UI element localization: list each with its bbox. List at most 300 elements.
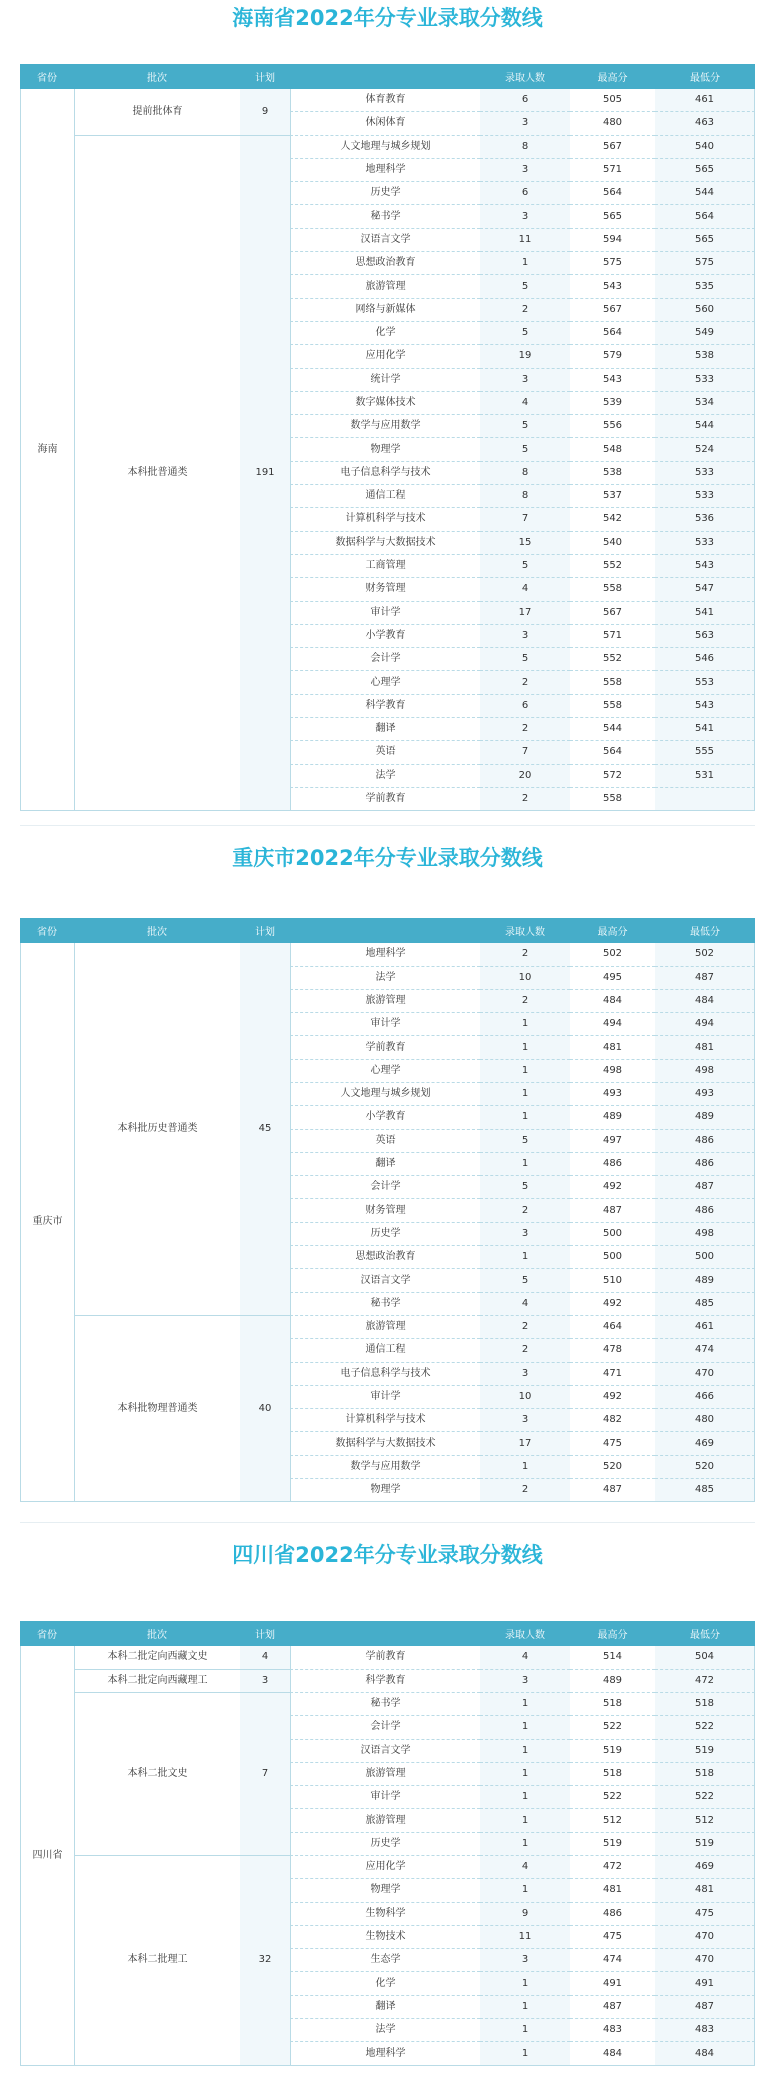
title-spacer [0,36,775,64]
min-score-cell: 533 [655,485,755,508]
max-score-cell: 502 [570,943,655,966]
major-cell: 旅游管理 [290,1763,480,1786]
max-score-cell: 518 [570,1693,655,1716]
major-cell: 历史学 [290,1223,480,1246]
min-score-cell: 486 [655,1153,755,1176]
header-cell: 录取人数 [480,918,570,943]
min-score-cell: 489 [655,1269,755,1292]
admitted-count-cell: 17 [480,602,570,625]
admitted-count-cell: 3 [480,159,570,182]
table-row [20,943,755,966]
min-score-cell: 502 [655,943,755,966]
min-score-cell: 493 [655,1083,755,1106]
admitted-count-cell: 5 [480,648,570,671]
max-score-cell: 548 [570,438,655,461]
plan-cell: 40 [240,1316,290,1502]
max-score-cell: 494 [570,1013,655,1036]
major-cell: 计算机科学与技术 [290,508,480,531]
max-score-cell: 542 [570,508,655,531]
admitted-count-cell: 2 [480,718,570,741]
table-row [20,1670,755,1693]
max-score-cell: 567 [570,136,655,159]
min-score-cell: 461 [655,89,755,112]
major-cell: 人文地理与城乡规划 [290,136,480,159]
admitted-count-cell: 8 [480,462,570,485]
header-cell: 批次 [74,918,240,943]
max-score-cell: 484 [570,990,655,1013]
min-score-cell: 491 [655,1972,755,1995]
admitted-count-cell: 3 [480,112,570,135]
major-cell: 物理学 [290,1479,480,1502]
min-score-cell: 555 [655,741,755,764]
min-score-cell: 547 [655,578,755,601]
min-score-cell: 565 [655,229,755,252]
major-cell: 英语 [290,741,480,764]
major-cell: 电子信息科学与技术 [290,462,480,485]
major-cell: 翻译 [290,1153,480,1176]
major-cell: 工商管理 [290,555,480,578]
min-score-cell: 470 [655,1363,755,1386]
major-cell: 英语 [290,1130,480,1153]
max-score-cell: 575 [570,252,655,275]
admitted-count-cell: 2 [480,990,570,1013]
major-cell: 旅游管理 [290,275,480,298]
admitted-count-cell: 8 [480,136,570,159]
plan-cell: 191 [240,136,290,812]
min-score-cell: 541 [655,718,755,741]
province-cell: 四川省 [20,1646,74,2065]
min-score-cell [655,788,755,811]
min-score-cell: 470 [655,1949,755,1972]
major-cell: 物理学 [290,438,480,461]
admitted-count-cell: 1 [480,1106,570,1129]
admitted-count-cell: 2 [480,1199,570,1222]
min-score-cell: 461 [655,1316,755,1339]
major-cell: 秘书学 [290,205,480,228]
min-score-cell: 564 [655,205,755,228]
max-score-cell: 571 [570,625,655,648]
major-cell: 心理学 [290,1060,480,1083]
min-score-cell: 518 [655,1763,755,1786]
max-score-cell: 497 [570,1130,655,1153]
min-score-cell: 520 [655,1456,755,1479]
max-score-cell: 552 [570,555,655,578]
table-row [20,1856,755,1879]
major-cell: 旅游管理 [290,990,480,1013]
max-score-cell: 492 [570,1293,655,1316]
admitted-count-cell: 15 [480,532,570,555]
major-cell: 旅游管理 [290,1809,480,1832]
header-cell: 省份 [20,1621,74,1646]
major-cell: 秘书学 [290,1693,480,1716]
plan-cell: 32 [240,1856,290,2066]
max-score-cell: 478 [570,1339,655,1362]
admitted-count-cell: 1 [480,1456,570,1479]
major-cell: 应用化学 [290,1856,480,1879]
admitted-count-cell: 10 [480,1386,570,1409]
header-cell: 批次 [74,1621,240,1646]
max-score-cell: 500 [570,1246,655,1269]
batch-cell: 本科批历史普通类 [74,943,240,1316]
major-cell: 数学与应用数学 [290,415,480,438]
min-score-cell: 519 [655,1833,755,1856]
admitted-count-cell: 4 [480,392,570,415]
major-cell: 汉语言文学 [290,229,480,252]
batch-cell: 本科批物理普通类 [74,1316,240,1502]
major-cell: 网络与新媒体 [290,299,480,322]
plan-cell: 9 [240,89,290,136]
major-cell: 会计学 [290,1176,480,1199]
admitted-count-cell: 3 [480,1670,570,1693]
header-cell: 录取人数 [480,1621,570,1646]
min-score-cell: 487 [655,1176,755,1199]
header-cell [290,918,480,943]
plan-cell: 7 [240,1693,290,1856]
admitted-count-cell: 1 [480,1740,570,1763]
admitted-count-cell: 1 [480,1879,570,1902]
min-score-cell: 519 [655,1740,755,1763]
min-score-cell: 504 [655,1646,755,1669]
major-cell: 小学教育 [290,1106,480,1129]
section-divider [20,1522,755,1523]
major-cell: 翻译 [290,1996,480,2019]
min-score-cell: 486 [655,1130,755,1153]
min-score-cell: 533 [655,369,755,392]
admitted-count-cell: 2 [480,943,570,966]
max-score-cell: 556 [570,415,655,438]
max-score-cell: 475 [570,1432,655,1455]
max-score-cell: 493 [570,1083,655,1106]
admitted-count-cell: 3 [480,1363,570,1386]
max-score-cell: 519 [570,1740,655,1763]
min-score-cell: 474 [655,1339,755,1362]
major-cell: 财务管理 [290,1199,480,1222]
header-cell: 最低分 [655,1621,755,1646]
admitted-count-cell: 1 [480,1060,570,1083]
batch-cell: 本科二批文史 [74,1693,240,1856]
plan-cell: 45 [240,943,290,1316]
min-score-cell: 481 [655,1879,755,1902]
admitted-count-cell: 8 [480,485,570,508]
admitted-count-cell: 3 [480,1223,570,1246]
min-score-cell: 531 [655,765,755,788]
major-cell: 审计学 [290,1386,480,1409]
max-score-cell: 594 [570,229,655,252]
major-cell: 人文地理与城乡规划 [290,1083,480,1106]
batch-cell: 本科二批定向西藏文史 [74,1646,240,1669]
major-cell: 地理科学 [290,943,480,966]
min-score-cell: 560 [655,299,755,322]
section-divider [20,825,755,826]
header-cell: 最低分 [655,64,755,89]
min-score-cell: 487 [655,1996,755,2019]
admitted-count-cell: 7 [480,741,570,764]
admission-table [20,1621,755,2065]
admitted-count-cell: 1 [480,1972,570,1995]
admitted-count-cell: 3 [480,1949,570,1972]
min-score-cell: 544 [655,415,755,438]
admitted-count-cell: 5 [480,555,570,578]
table-header [20,64,755,89]
major-cell: 电子信息科学与技术 [290,1363,480,1386]
major-cell: 学前教育 [290,1646,480,1669]
min-score-cell: 533 [655,462,755,485]
admitted-count-cell: 3 [480,1409,570,1432]
major-cell: 财务管理 [290,578,480,601]
major-cell: 思想政治教育 [290,252,480,275]
admitted-count-cell: 1 [480,1996,570,2019]
major-cell: 秘书学 [290,1293,480,1316]
min-score-cell: 485 [655,1293,755,1316]
min-score-cell: 543 [655,695,755,718]
table-row [20,89,755,112]
section-title: 重庆市2022年分专业录取分数线 [232,846,543,871]
min-score-cell: 565 [655,159,755,182]
min-score-cell: 469 [655,1432,755,1455]
admitted-count-cell: 1 [480,1833,570,1856]
major-cell: 通信工程 [290,485,480,508]
major-cell: 通信工程 [290,1339,480,1362]
plan-cell: 4 [240,1646,290,1669]
batch-cell: 本科二批定向西藏理工 [74,1670,240,1693]
max-score-cell: 572 [570,765,655,788]
major-cell: 汉语言文学 [290,1740,480,1763]
major-cell: 统计学 [290,369,480,392]
admitted-count-cell: 5 [480,322,570,345]
max-score-cell: 510 [570,1269,655,1292]
max-score-cell: 522 [570,1716,655,1739]
admitted-count-cell: 1 [480,1153,570,1176]
major-cell: 历史学 [290,1833,480,1856]
admitted-count-cell: 4 [480,1646,570,1669]
section-0 [0,0,775,811]
min-score-cell: 463 [655,112,755,135]
min-score-cell: 534 [655,392,755,415]
major-cell: 地理科学 [290,2042,480,2065]
max-score-cell: 564 [570,322,655,345]
admitted-count-cell: 2 [480,299,570,322]
header-cell: 最高分 [570,1621,655,1646]
major-cell: 思想政治教育 [290,1246,480,1269]
max-score-cell: 464 [570,1316,655,1339]
header-cell: 省份 [20,918,74,943]
max-score-cell: 487 [570,1996,655,2019]
major-cell: 翻译 [290,718,480,741]
max-score-cell: 518 [570,1763,655,1786]
max-score-cell: 489 [570,1106,655,1129]
admitted-count-cell: 1 [480,252,570,275]
header-cell: 最高分 [570,918,655,943]
admitted-count-cell: 5 [480,415,570,438]
max-score-cell: 483 [570,2019,655,2042]
admitted-count-cell: 6 [480,89,570,112]
table-header [20,918,755,943]
major-cell: 计算机科学与技术 [290,1409,480,1432]
max-score-cell: 520 [570,1456,655,1479]
max-score-cell: 571 [570,159,655,182]
major-cell: 审计学 [290,1013,480,1036]
admitted-count-cell: 9 [480,1903,570,1926]
major-cell: 化学 [290,1972,480,1995]
max-score-cell: 537 [570,485,655,508]
major-cell: 休闲体育 [290,112,480,135]
admitted-count-cell: 1 [480,2042,570,2065]
major-cell: 科学教育 [290,695,480,718]
admitted-count-cell: 1 [480,1763,570,1786]
admitted-count-cell: 1 [480,1036,570,1059]
max-score-cell: 492 [570,1386,655,1409]
max-score-cell: 552 [570,648,655,671]
major-cell: 旅游管理 [290,1316,480,1339]
max-score-cell: 491 [570,1972,655,1995]
major-cell: 数据科学与大数据技术 [290,532,480,555]
admitted-count-cell: 5 [480,1130,570,1153]
max-score-cell: 481 [570,1879,655,1902]
admitted-count-cell: 3 [480,369,570,392]
admitted-count-cell: 11 [480,1926,570,1949]
max-score-cell: 487 [570,1199,655,1222]
admitted-count-cell: 4 [480,1293,570,1316]
major-cell: 地理科学 [290,159,480,182]
min-score-cell: 498 [655,1060,755,1083]
min-score-cell: 512 [655,1809,755,1832]
admitted-count-cell: 1 [480,1786,570,1809]
min-score-cell: 480 [655,1409,755,1432]
major-cell: 审计学 [290,602,480,625]
min-score-cell: 522 [655,1786,755,1809]
admitted-count-cell: 7 [480,508,570,531]
min-score-cell: 524 [655,438,755,461]
max-score-cell: 480 [570,112,655,135]
min-score-cell: 536 [655,508,755,531]
major-cell: 汉语言文学 [290,1269,480,1292]
max-score-cell: 492 [570,1176,655,1199]
section-title: 海南省2022年分专业录取分数线 [232,6,543,30]
admitted-count-cell: 10 [480,967,570,990]
major-cell: 数学与应用数学 [290,1456,480,1479]
major-cell: 生态学 [290,1949,480,1972]
max-score-cell: 543 [570,275,655,298]
min-score-cell: 522 [655,1716,755,1739]
min-score-cell: 500 [655,1246,755,1269]
min-score-cell: 494 [655,1013,755,1036]
min-score-cell: 533 [655,532,755,555]
max-score-cell: 495 [570,967,655,990]
major-cell: 学前教育 [290,1036,480,1059]
max-score-cell: 522 [570,1786,655,1809]
min-score-cell: 549 [655,322,755,345]
admitted-count-cell: 1 [480,1013,570,1036]
admitted-count-cell: 4 [480,1856,570,1879]
admitted-count-cell: 1 [480,1809,570,1832]
max-score-cell: 487 [570,1479,655,1502]
min-score-cell: 485 [655,1479,755,1502]
admitted-count-cell: 6 [480,695,570,718]
max-score-cell: 505 [570,89,655,112]
admitted-count-cell: 1 [480,1716,570,1739]
max-score-cell: 579 [570,345,655,368]
min-score-cell: 543 [655,555,755,578]
admitted-count-cell: 1 [480,2019,570,2042]
admitted-count-cell: 6 [480,182,570,205]
header-cell: 最高分 [570,64,655,89]
max-score-cell: 481 [570,1036,655,1059]
major-cell: 数字媒体技术 [290,392,480,415]
max-score-cell: 486 [570,1153,655,1176]
header-cell [290,1621,480,1646]
admitted-count-cell: 2 [480,1316,570,1339]
max-score-cell: 558 [570,695,655,718]
admitted-count-cell: 20 [480,765,570,788]
major-cell: 心理学 [290,671,480,694]
min-score-cell: 575 [655,252,755,275]
max-score-cell: 564 [570,741,655,764]
min-score-cell: 472 [655,1670,755,1693]
min-score-cell: 466 [655,1386,755,1409]
table-row [20,1316,755,1339]
min-score-cell: 546 [655,648,755,671]
max-score-cell: 498 [570,1060,655,1083]
max-score-cell: 564 [570,182,655,205]
max-score-cell: 544 [570,718,655,741]
max-score-cell: 567 [570,602,655,625]
batch-cell: 提前批体育 [74,89,240,136]
table-row [20,1693,755,1716]
header-cell: 最低分 [655,918,755,943]
header-cell: 省份 [20,64,74,89]
major-cell: 物理学 [290,1879,480,1902]
min-score-cell: 518 [655,1693,755,1716]
batch-cell: 本科批普通类 [74,136,240,812]
min-score-cell: 540 [655,136,755,159]
major-cell: 学前教育 [290,788,480,811]
admitted-count-cell: 5 [480,1176,570,1199]
max-score-cell: 539 [570,392,655,415]
min-score-cell: 486 [655,1199,755,1222]
min-score-cell: 484 [655,990,755,1013]
section-title: 四川省2022年分专业录取分数线 [232,1543,543,1568]
min-score-cell: 544 [655,182,755,205]
min-score-cell: 470 [655,1926,755,1949]
max-score-cell: 484 [570,2042,655,2065]
admitted-count-cell: 11 [480,229,570,252]
max-score-cell: 471 [570,1363,655,1386]
major-cell: 法学 [290,765,480,788]
header-cell: 计划 [240,918,290,943]
header-cell: 批次 [74,64,240,89]
table-header [20,1621,755,1646]
admitted-count-cell: 5 [480,1269,570,1292]
min-score-cell: 541 [655,602,755,625]
batch-cell: 本科二批理工 [74,1856,240,2066]
min-score-cell: 563 [655,625,755,648]
major-cell: 审计学 [290,1786,480,1809]
admitted-count-cell: 19 [480,345,570,368]
admitted-count-cell: 2 [480,671,570,694]
max-score-cell: 567 [570,299,655,322]
max-score-cell: 565 [570,205,655,228]
admitted-count-cell: 2 [480,1339,570,1362]
admitted-count-cell: 5 [480,275,570,298]
max-score-cell: 538 [570,462,655,485]
max-score-cell: 543 [570,369,655,392]
major-cell: 小学教育 [290,625,480,648]
admitted-count-cell: 3 [480,625,570,648]
max-score-cell: 500 [570,1223,655,1246]
header-cell: 录取人数 [480,64,570,89]
major-cell: 应用化学 [290,345,480,368]
major-cell: 科学教育 [290,1670,480,1693]
